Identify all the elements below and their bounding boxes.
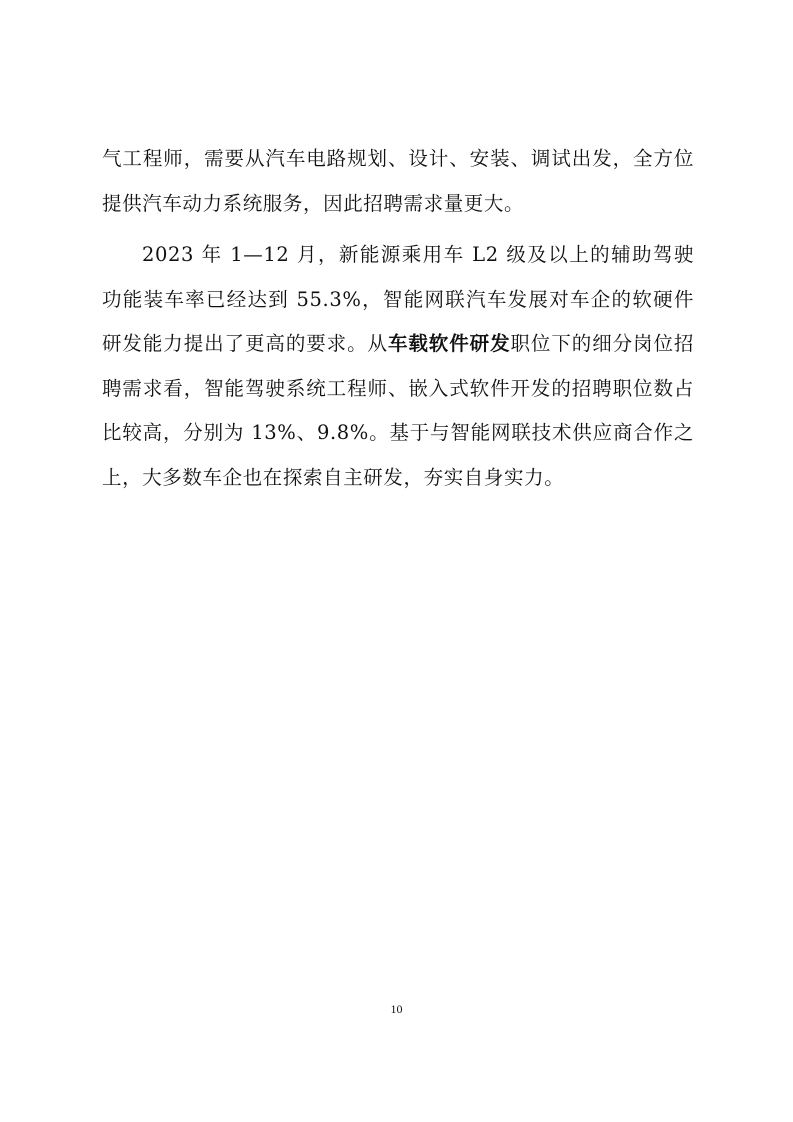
paragraph-continuation: [102, 137, 694, 226]
paragraph-text-after-emphasis: 职位下的细分岗位招聘需求看，智能驾驶系统工程师、嵌入式软件开发的招聘职位数占比较高，分别为 13%、9.8%。基于与智能网联技术供应商合作之上，大多数车企也在探索自主研发，夯实自身实力。: [102, 332, 694, 489]
paragraph-text: 2023 年 1—12 月，新能源乘用车 L2 级及以上的辅助驾驶功能装车率已经达到 55.3%，智能网联汽车发展对车企的软硬件研发能力提出了更高的要求。: [102, 243, 694, 355]
paragraph-text-before-emphasis: 从: [367, 332, 388, 355]
document-body: [102, 137, 694, 507]
page-number: 10: [390, 1002, 403, 1016]
paragraph-adas-data: [102, 233, 694, 500]
emphasized-term: 车载软件研发: [387, 332, 511, 355]
paragraph-text: 气工程师，需要从汽车电路规划、设计、安装、调试出发，全方位提供汽车动力系统服务，因此招聘需求量更大。: [102, 147, 694, 215]
